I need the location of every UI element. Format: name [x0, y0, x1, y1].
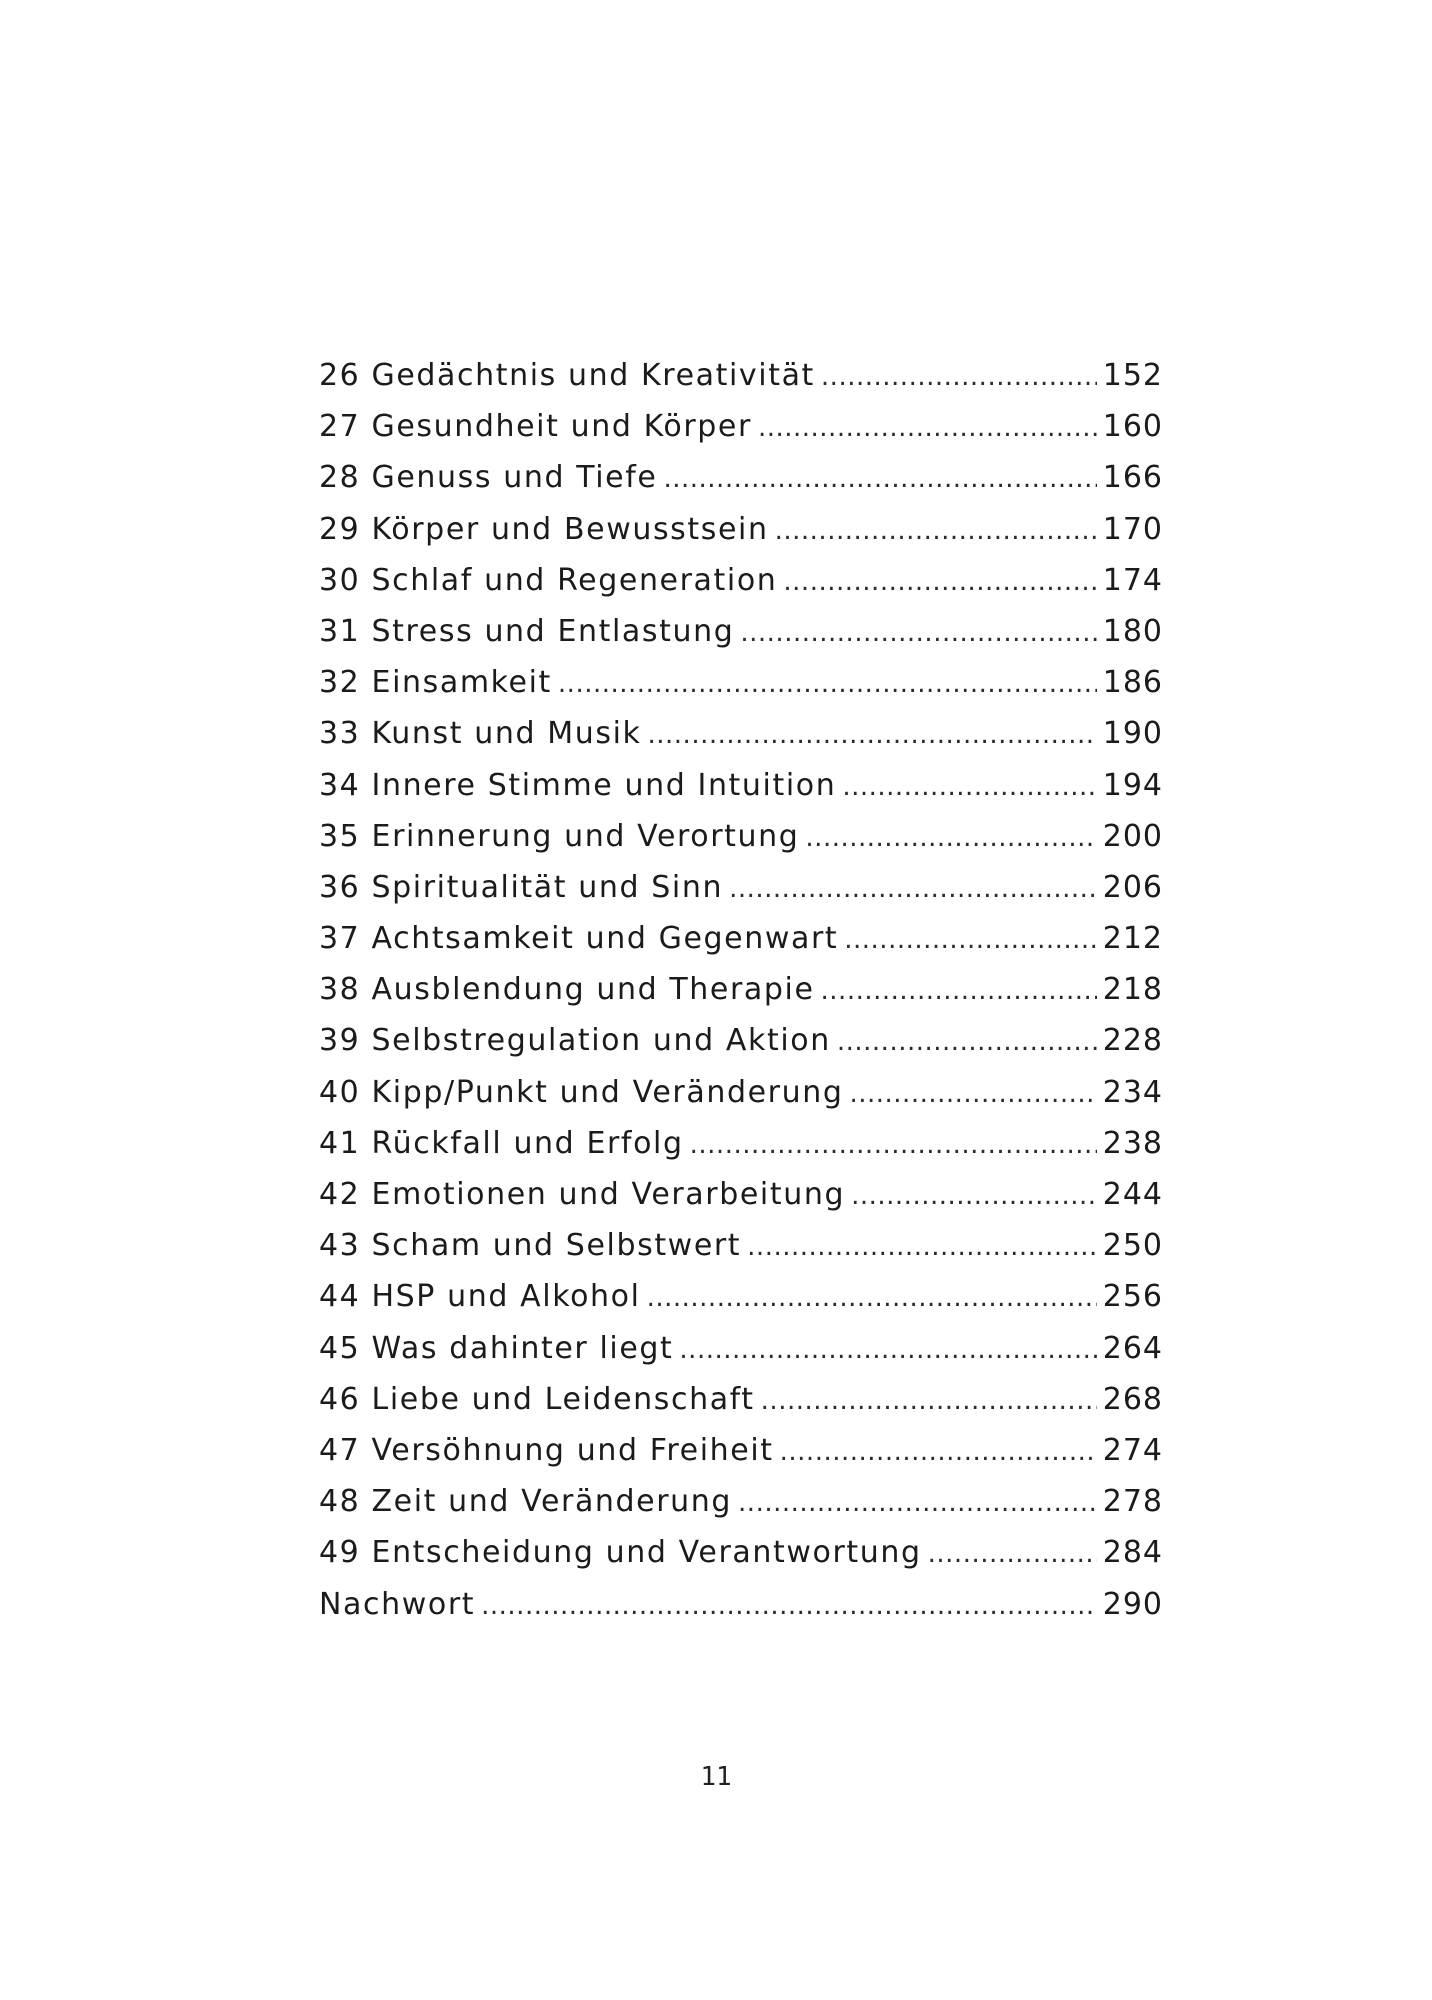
toc-entry-page: 212 — [1102, 921, 1163, 957]
toc-entry-page: 206 — [1102, 869, 1163, 905]
toc-entry-title: 31 Stress und Entlastung — [319, 613, 735, 649]
toc-entry-page: 174 — [1102, 562, 1163, 598]
toc-entry-page: 244 — [1102, 1177, 1163, 1212]
toc-entry — [319, 1425, 1163, 1476]
toc-entry — [319, 1476, 1163, 1527]
dot-leader — [758, 403, 1097, 454]
toc-entry — [319, 964, 1163, 1015]
dot-leader — [747, 1222, 1097, 1273]
toc-entry — [319, 913, 1163, 964]
toc-entry — [319, 1015, 1163, 1066]
dot-leader — [805, 813, 1096, 864]
toc-entry — [319, 504, 1163, 555]
toc-entry — [319, 350, 1163, 401]
dot-leader — [821, 966, 1097, 1017]
toc-entry-page: 234 — [1102, 1074, 1163, 1110]
toc-entry-title: 42 Emotionen und Verarbeitung — [319, 1177, 846, 1212]
toc-entry-title: 49 Entscheidung und Verantwortung — [319, 1535, 922, 1571]
toc-entry-page: 152 — [1102, 358, 1163, 393]
toc-entry-title: 45 Was dahinter liegt — [319, 1330, 674, 1366]
toc-entry-page: 290 — [1102, 1586, 1163, 1622]
toc-entry-title: 47 Versöhnung und Freiheit — [319, 1432, 774, 1468]
toc-entry-page: 170 — [1102, 511, 1163, 547]
dot-leader — [761, 1376, 1097, 1427]
toc-entry — [319, 811, 1163, 862]
toc-entry-title: Nachwort — [319, 1586, 476, 1622]
dot-leader — [783, 557, 1096, 608]
dot-leader — [837, 1017, 1097, 1068]
dot-leader — [690, 1120, 1097, 1171]
toc-entry — [319, 760, 1163, 811]
toc-entry-page: 180 — [1102, 613, 1163, 649]
dot-leader — [844, 915, 1096, 966]
dot-leader — [663, 454, 1096, 505]
dot-leader — [738, 1478, 1097, 1529]
toc-entry-title: 43 Scham und Selbstwert — [319, 1228, 742, 1264]
toc-entry-title: 33 Kunst und Musik — [319, 716, 642, 752]
toc-entry — [319, 1169, 1163, 1220]
toc-entry-title: 48 Zeit und Veränderung — [319, 1484, 733, 1520]
dot-leader — [842, 762, 1096, 813]
toc-entry-page: 274 — [1102, 1432, 1163, 1468]
toc-entry-page: 264 — [1102, 1330, 1163, 1366]
toc-entry — [319, 862, 1163, 913]
table-of-contents — [319, 350, 1163, 1630]
dot-leader — [729, 864, 1097, 915]
toc-entry — [319, 657, 1163, 708]
dot-leader — [851, 1171, 1097, 1222]
toc-entry-title: 38 Ausblendung und Therapie — [319, 972, 815, 1008]
toc-entry-page: 186 — [1102, 665, 1163, 701]
toc-entry — [319, 1271, 1163, 1322]
toc-entry-page: 190 — [1102, 716, 1163, 752]
toc-entry — [319, 1527, 1163, 1578]
toc-entry-page: 228 — [1102, 1023, 1163, 1059]
dot-leader — [648, 710, 1097, 761]
toc-entry-title: 34 Innere Stimme und Intuition — [319, 767, 837, 803]
toc-entry — [319, 1067, 1163, 1118]
dot-leader — [558, 659, 1097, 710]
dot-leader — [821, 352, 1097, 403]
toc-entry-page: 218 — [1102, 972, 1163, 1008]
toc-entry-title: 37 Achtsamkeit und Gegenwart — [319, 921, 839, 957]
dot-leader — [679, 1325, 1096, 1376]
toc-entry — [319, 401, 1163, 452]
toc-entry-page: 166 — [1102, 460, 1163, 496]
toc-entry-title: 35 Erinnerung und Verortung — [319, 818, 800, 854]
toc-entry-page: 200 — [1102, 818, 1163, 854]
toc-entry-page: 284 — [1102, 1535, 1163, 1571]
toc-entry-page: 268 — [1102, 1381, 1163, 1417]
toc-entry-title: 39 Selbstregulation und Aktion — [319, 1023, 831, 1059]
toc-entry-page: 256 — [1102, 1279, 1163, 1315]
toc-entry-page: 278 — [1102, 1484, 1163, 1520]
toc-entry-title: 40 Kipp/Punkt und Veränderung — [319, 1074, 844, 1110]
dot-leader — [647, 1273, 1097, 1324]
toc-entry-title: 44 HSP und Alkohol — [319, 1279, 641, 1315]
toc-entry-page: 194 — [1102, 767, 1163, 803]
toc-entry — [319, 555, 1163, 606]
toc-entry-title: 41 Rückfall und Erfolg — [319, 1125, 684, 1161]
toc-entry — [319, 1118, 1163, 1169]
toc-entry-title: 32 Einsamkeit — [319, 665, 552, 701]
toc-entry — [319, 1579, 1163, 1630]
toc-entry — [319, 708, 1163, 759]
toc-entry-title: 27 Gesundheit und Körper — [319, 409, 752, 445]
toc-entry — [319, 1323, 1163, 1374]
toc-entry — [319, 1374, 1163, 1425]
toc-entry-title: 26 Gedächtnis und Kreativität — [319, 358, 815, 393]
dot-leader — [775, 506, 1097, 557]
toc-entry — [319, 452, 1163, 503]
dot-leader — [928, 1529, 1097, 1580]
dot-leader — [780, 1427, 1097, 1478]
toc-entry — [319, 1220, 1163, 1271]
toc-entry-page: 160 — [1102, 409, 1163, 445]
dot-leader — [740, 608, 1096, 659]
toc-entry-title: 46 Liebe und Leidenschaft — [319, 1381, 755, 1417]
toc-entry-title: 29 Körper und Bewusstsein — [319, 511, 769, 547]
toc-entry-page: 238 — [1102, 1125, 1163, 1161]
dot-leader — [481, 1581, 1097, 1632]
toc-entry-title: 30 Schlaf und Regeneration — [319, 562, 778, 598]
toc-entry-title: 36 Spiritualität und Sinn — [319, 869, 724, 905]
dot-leader — [849, 1069, 1096, 1120]
page-number: 11 — [700, 1762, 732, 1792]
toc-entry-page: 250 — [1102, 1228, 1163, 1264]
toc-entry-title: 28 Genuss und Tiefe — [319, 460, 658, 496]
toc-entry — [319, 606, 1163, 657]
